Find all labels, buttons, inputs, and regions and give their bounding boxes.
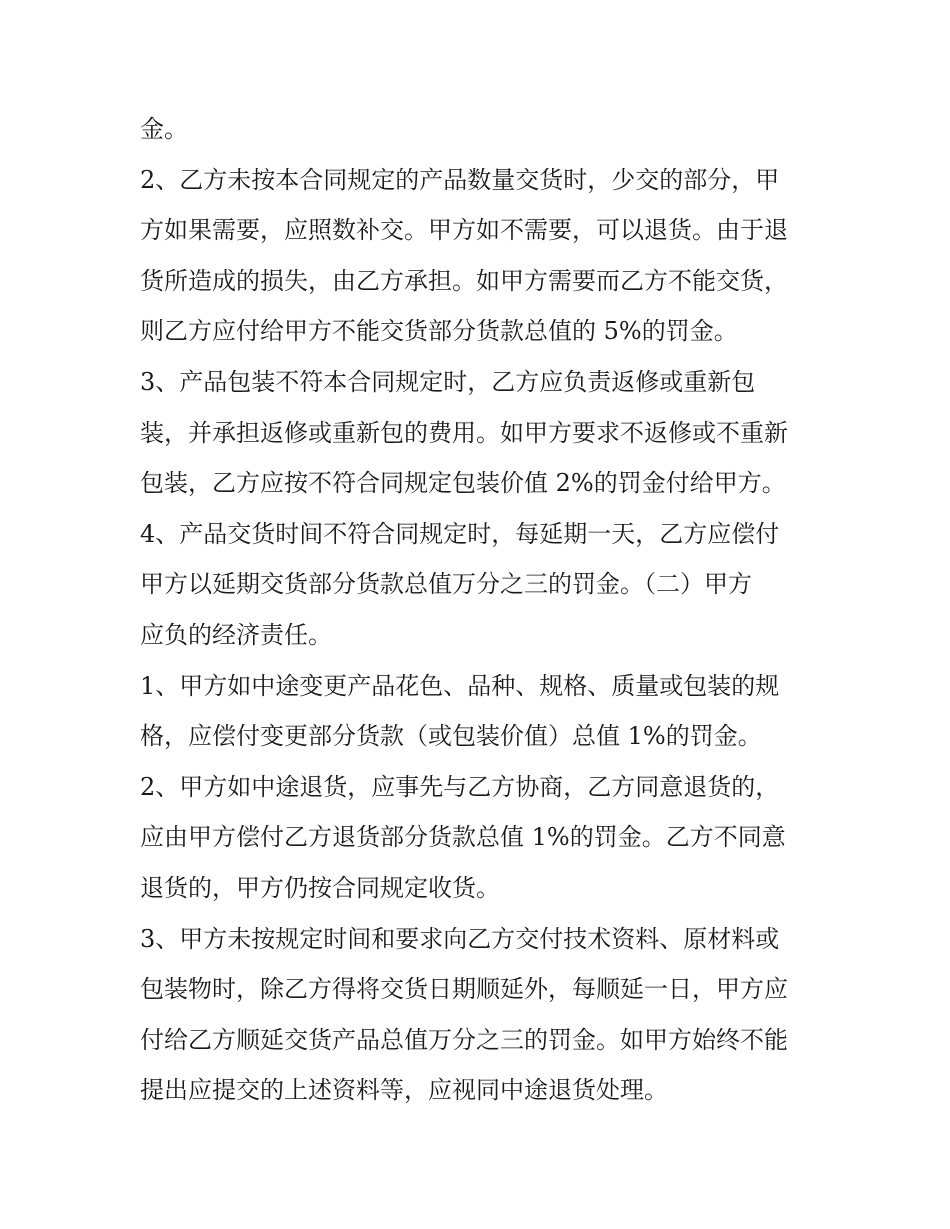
text-line: 货所造成的损失，由乙方承担。如甲方需要而乙方不能交货， bbox=[140, 266, 788, 295]
text-line: 4、产品交货时间不符合同规定时，每延期一天，乙方应偿付 bbox=[140, 519, 780, 548]
text-line: 3、甲方未按规定时间和要求向乙方交付技术资料、原材料或 bbox=[140, 924, 780, 953]
text-line: 应负的经济责任。 bbox=[140, 620, 332, 649]
text-line: 装，并承担返修或重新包的费用。如甲方要求不返修或不重新 bbox=[140, 418, 788, 447]
text-line: 付给乙方顺延交货产品总值万分之三的罚金。如甲方始终不能 bbox=[140, 1025, 788, 1054]
text-line: 金。 bbox=[140, 115, 188, 143]
text-line: 2、乙方未按本合同规定的产品数量交货时，少交的部分，甲 bbox=[140, 165, 780, 194]
text-line: 则乙方应付给甲方不能交货部分货款总值的 5%的罚金。 bbox=[140, 317, 738, 346]
text-line: 格，应偿付变更部分货款（或包装价值）总值 1%的罚金。 bbox=[140, 722, 762, 751]
text-line: 退货的，甲方仍按合同规定收货。 bbox=[140, 873, 500, 902]
document-body bbox=[140, 104, 820, 1116]
text-line: 3、产品包装不符本合同规定时，乙方应负责返修或重新包 bbox=[140, 367, 756, 396]
text-line: 甲方以延期交货部分货款总值万分之三的罚金。（二）甲方 bbox=[140, 570, 752, 599]
text-line: 包装物时，除乙方得将交货日期顺延外，每顺延一日，甲方应 bbox=[140, 975, 788, 1004]
text-line: 2、甲方如中途退货，应事先与乙方协商，乙方同意退货的， bbox=[140, 772, 780, 801]
text-line: 提出应提交的上述资料等，应视同中途退货处理。 bbox=[140, 1076, 668, 1105]
text-line: 应由甲方偿付乙方退货部分货款总值 1%的罚金。乙方不同意 bbox=[140, 823, 786, 852]
text-line: 方如果需要，应照数补交。甲方如不需要，可以退货。由于退 bbox=[140, 216, 788, 245]
text-line: 1、甲方如中途变更产品花色、品种、规格、质量或包装的规 bbox=[140, 671, 780, 700]
text-line: 包装，乙方应按不符合同规定包装价值 2%的罚金付给甲方。 bbox=[140, 469, 786, 498]
